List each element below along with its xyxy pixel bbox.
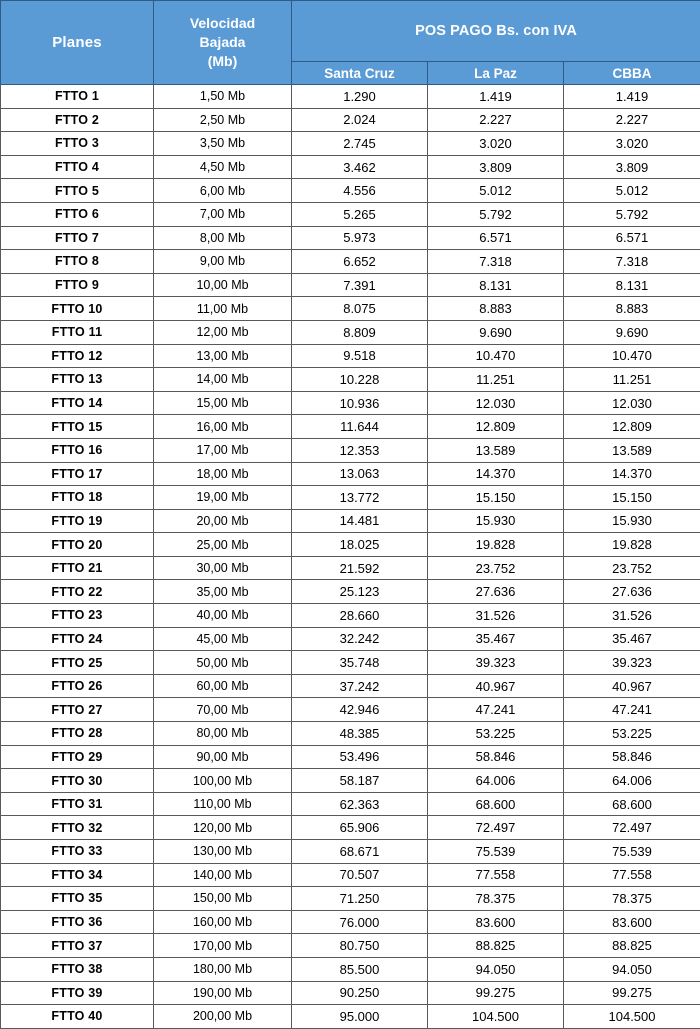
- price-la-paz: 53.225: [428, 722, 564, 746]
- plan-name: FTTO 40: [1, 1005, 154, 1029]
- price-santa-cruz: 10.936: [292, 391, 428, 415]
- table-row: [1, 391, 700, 415]
- price-santa-cruz: 3.462: [292, 155, 428, 179]
- column-header-cbba: CBBA: [564, 62, 700, 85]
- table-row: [1, 1005, 700, 1029]
- table-row: [1, 297, 700, 321]
- table-row: [1, 674, 700, 698]
- price-la-paz: 39.323: [428, 651, 564, 675]
- price-santa-cruz: 6.652: [292, 250, 428, 274]
- price-cbba: 12.030: [564, 391, 700, 415]
- price-la-paz: 15.150: [428, 486, 564, 510]
- table-row: [1, 981, 700, 1005]
- download-speed: 180,00 Mb: [154, 957, 292, 981]
- price-cbba: 1.419: [564, 85, 700, 109]
- table-row: [1, 226, 700, 250]
- download-speed: 14,00 Mb: [154, 368, 292, 392]
- download-speed: 140,00 Mb: [154, 863, 292, 887]
- price-la-paz: 19.828: [428, 533, 564, 557]
- table-row: [1, 934, 700, 958]
- plan-name: FTTO 5: [1, 179, 154, 203]
- download-speed: 50,00 Mb: [154, 651, 292, 675]
- download-speed: 1,50 Mb: [154, 85, 292, 109]
- price-santa-cruz: 8.075: [292, 297, 428, 321]
- plan-name: FTTO 26: [1, 674, 154, 698]
- plan-name: FTTO 18: [1, 486, 154, 510]
- price-cbba: 31.526: [564, 604, 700, 628]
- price-la-paz: 11.251: [428, 368, 564, 392]
- plan-name: FTTO 13: [1, 368, 154, 392]
- price-cbba: 15.930: [564, 509, 700, 533]
- price-cbba: 12.809: [564, 415, 700, 439]
- table-row: [1, 840, 700, 864]
- column-header-group-pos-pago: POS PAGO Bs. con IVA: [292, 1, 700, 62]
- price-santa-cruz: 13.063: [292, 462, 428, 486]
- price-cbba: 15.150: [564, 486, 700, 510]
- download-speed: 150,00 Mb: [154, 887, 292, 911]
- velocidad-line-1: Velocidad: [154, 14, 291, 33]
- table-row: [1, 816, 700, 840]
- table-row: [1, 533, 700, 557]
- download-speed: 170,00 Mb: [154, 934, 292, 958]
- column-header-santa-cruz: Santa Cruz: [292, 62, 428, 85]
- price-la-paz: 77.558: [428, 863, 564, 887]
- download-speed: 9,00 Mb: [154, 250, 292, 274]
- plan-name: FTTO 33: [1, 840, 154, 864]
- download-speed: 130,00 Mb: [154, 840, 292, 864]
- plan-name: FTTO 7: [1, 226, 154, 250]
- table-row: [1, 320, 700, 344]
- price-cbba: 10.470: [564, 344, 700, 368]
- table-row: [1, 486, 700, 510]
- table-row: [1, 132, 700, 156]
- plan-name: FTTO 15: [1, 415, 154, 439]
- price-cbba: 3.020: [564, 132, 700, 156]
- price-la-paz: 47.241: [428, 698, 564, 722]
- price-santa-cruz: 1.290: [292, 85, 428, 109]
- plan-name: FTTO 8: [1, 250, 154, 274]
- plan-name: FTTO 1: [1, 85, 154, 109]
- download-speed: 3,50 Mb: [154, 132, 292, 156]
- price-santa-cruz: 2.024: [292, 108, 428, 132]
- download-speed: 10,00 Mb: [154, 273, 292, 297]
- price-santa-cruz: 9.518: [292, 344, 428, 368]
- plan-name: FTTO 6: [1, 202, 154, 226]
- download-speed: 8,00 Mb: [154, 226, 292, 250]
- plan-name: FTTO 2: [1, 108, 154, 132]
- price-santa-cruz: 90.250: [292, 981, 428, 1005]
- table-row: [1, 462, 700, 486]
- download-speed: 200,00 Mb: [154, 1005, 292, 1029]
- download-speed: 6,00 Mb: [154, 179, 292, 203]
- table-row: [1, 344, 700, 368]
- price-la-paz: 94.050: [428, 957, 564, 981]
- plan-name: FTTO 12: [1, 344, 154, 368]
- price-cbba: 83.600: [564, 910, 700, 934]
- plan-name: FTTO 32: [1, 816, 154, 840]
- price-santa-cruz: 10.228: [292, 368, 428, 392]
- price-la-paz: 5.012: [428, 179, 564, 203]
- table-row: [1, 202, 700, 226]
- download-speed: 17,00 Mb: [154, 438, 292, 462]
- download-speed: 30,00 Mb: [154, 556, 292, 580]
- price-santa-cruz: 12.353: [292, 438, 428, 462]
- table-row: [1, 698, 700, 722]
- price-cbba: 8.883: [564, 297, 700, 321]
- download-speed: 12,00 Mb: [154, 320, 292, 344]
- price-cbba: 11.251: [564, 368, 700, 392]
- download-speed: 19,00 Mb: [154, 486, 292, 510]
- price-la-paz: 15.930: [428, 509, 564, 533]
- price-la-paz: 99.275: [428, 981, 564, 1005]
- price-la-paz: 104.500: [428, 1005, 564, 1029]
- header-row-primary: [1, 1, 700, 62]
- price-santa-cruz: 25.123: [292, 580, 428, 604]
- plan-name: FTTO 17: [1, 462, 154, 486]
- download-speed: 100,00 Mb: [154, 769, 292, 793]
- plan-name: FTTO 27: [1, 698, 154, 722]
- plan-name: FTTO 34: [1, 863, 154, 887]
- price-cbba: 19.828: [564, 533, 700, 557]
- plan-name: FTTO 21: [1, 556, 154, 580]
- price-cbba: 6.571: [564, 226, 700, 250]
- price-santa-cruz: 53.496: [292, 745, 428, 769]
- plan-name: FTTO 10: [1, 297, 154, 321]
- plan-name: FTTO 36: [1, 910, 154, 934]
- price-cbba: 35.467: [564, 627, 700, 651]
- table-row: [1, 273, 700, 297]
- price-cbba: 99.275: [564, 981, 700, 1005]
- table-header: [1, 1, 700, 85]
- table-row: [1, 627, 700, 651]
- plan-name: FTTO 4: [1, 155, 154, 179]
- price-cbba: 94.050: [564, 957, 700, 981]
- price-santa-cruz: 80.750: [292, 934, 428, 958]
- price-la-paz: 8.883: [428, 297, 564, 321]
- table-row: [1, 179, 700, 203]
- price-santa-cruz: 18.025: [292, 533, 428, 557]
- price-cbba: 53.225: [564, 722, 700, 746]
- plan-name: FTTO 30: [1, 769, 154, 793]
- plan-name: FTTO 35: [1, 887, 154, 911]
- price-cbba: 72.497: [564, 816, 700, 840]
- download-speed: 45,00 Mb: [154, 627, 292, 651]
- download-speed: 60,00 Mb: [154, 674, 292, 698]
- price-santa-cruz: 21.592: [292, 556, 428, 580]
- price-la-paz: 58.846: [428, 745, 564, 769]
- price-la-paz: 6.571: [428, 226, 564, 250]
- price-cbba: 27.636: [564, 580, 700, 604]
- table-row: [1, 580, 700, 604]
- download-speed: 18,00 Mb: [154, 462, 292, 486]
- table-body: [1, 85, 700, 1029]
- plan-name: FTTO 37: [1, 934, 154, 958]
- price-santa-cruz: 70.507: [292, 863, 428, 887]
- price-cbba: 3.809: [564, 155, 700, 179]
- download-speed: 20,00 Mb: [154, 509, 292, 533]
- table-row: [1, 792, 700, 816]
- price-santa-cruz: 62.363: [292, 792, 428, 816]
- price-cbba: 64.006: [564, 769, 700, 793]
- price-la-paz: 83.600: [428, 910, 564, 934]
- price-cbba: 78.375: [564, 887, 700, 911]
- price-la-paz: 10.470: [428, 344, 564, 368]
- price-la-paz: 5.792: [428, 202, 564, 226]
- price-la-paz: 64.006: [428, 769, 564, 793]
- table-row: [1, 887, 700, 911]
- price-santa-cruz: 71.250: [292, 887, 428, 911]
- plan-name: FTTO 11: [1, 320, 154, 344]
- download-speed: 4,50 Mb: [154, 155, 292, 179]
- price-cbba: 7.318: [564, 250, 700, 274]
- download-speed: 110,00 Mb: [154, 792, 292, 816]
- download-speed: 80,00 Mb: [154, 722, 292, 746]
- velocidad-line-3: (Mb): [154, 52, 291, 71]
- plan-name: FTTO 9: [1, 273, 154, 297]
- table-row: [1, 509, 700, 533]
- price-la-paz: 3.809: [428, 155, 564, 179]
- download-speed: 2,50 Mb: [154, 108, 292, 132]
- price-la-paz: 23.752: [428, 556, 564, 580]
- download-speed: 90,00 Mb: [154, 745, 292, 769]
- plan-name: FTTO 22: [1, 580, 154, 604]
- price-santa-cruz: 85.500: [292, 957, 428, 981]
- plan-name: FTTO 25: [1, 651, 154, 675]
- plan-name: FTTO 31: [1, 792, 154, 816]
- table-row: [1, 863, 700, 887]
- price-la-paz: 8.131: [428, 273, 564, 297]
- column-header-velocidad-bajada: [154, 1, 292, 85]
- price-cbba: 13.589: [564, 438, 700, 462]
- price-santa-cruz: 58.187: [292, 769, 428, 793]
- table-row: [1, 155, 700, 179]
- price-la-paz: 14.370: [428, 462, 564, 486]
- table-row: [1, 910, 700, 934]
- plan-name: FTTO 14: [1, 391, 154, 415]
- plan-name: FTTO 3: [1, 132, 154, 156]
- price-santa-cruz: 5.265: [292, 202, 428, 226]
- table-row: [1, 438, 700, 462]
- price-cbba: 68.600: [564, 792, 700, 816]
- price-santa-cruz: 5.973: [292, 226, 428, 250]
- price-cbba: 75.539: [564, 840, 700, 864]
- download-speed: 190,00 Mb: [154, 981, 292, 1005]
- price-santa-cruz: 11.644: [292, 415, 428, 439]
- price-santa-cruz: 76.000: [292, 910, 428, 934]
- table-row: [1, 556, 700, 580]
- price-santa-cruz: 95.000: [292, 1005, 428, 1029]
- table-row: [1, 722, 700, 746]
- price-la-paz: 9.690: [428, 320, 564, 344]
- price-santa-cruz: 2.745: [292, 132, 428, 156]
- table-row: [1, 415, 700, 439]
- velocidad-line-2: Bajada: [154, 33, 291, 52]
- price-santa-cruz: 13.772: [292, 486, 428, 510]
- download-speed: 160,00 Mb: [154, 910, 292, 934]
- price-la-paz: 27.636: [428, 580, 564, 604]
- price-la-paz: 2.227: [428, 108, 564, 132]
- price-santa-cruz: 35.748: [292, 651, 428, 675]
- download-speed: 15,00 Mb: [154, 391, 292, 415]
- download-speed: 7,00 Mb: [154, 202, 292, 226]
- price-cbba: 5.012: [564, 179, 700, 203]
- price-cbba: 88.825: [564, 934, 700, 958]
- price-la-paz: 88.825: [428, 934, 564, 958]
- download-speed: 35,00 Mb: [154, 580, 292, 604]
- table-row: [1, 745, 700, 769]
- table-row: [1, 108, 700, 132]
- plan-name: FTTO 19: [1, 509, 154, 533]
- table-row: [1, 769, 700, 793]
- column-header-la-paz: La Paz: [428, 62, 564, 85]
- download-speed: 16,00 Mb: [154, 415, 292, 439]
- price-la-paz: 7.318: [428, 250, 564, 274]
- download-speed: 13,00 Mb: [154, 344, 292, 368]
- download-speed: 25,00 Mb: [154, 533, 292, 557]
- price-cbba: 104.500: [564, 1005, 700, 1029]
- price-la-paz: 12.809: [428, 415, 564, 439]
- price-la-paz: 40.967: [428, 674, 564, 698]
- price-cbba: 23.752: [564, 556, 700, 580]
- price-cbba: 40.967: [564, 674, 700, 698]
- price-santa-cruz: 8.809: [292, 320, 428, 344]
- price-cbba: 9.690: [564, 320, 700, 344]
- table-row: [1, 250, 700, 274]
- table-row: [1, 368, 700, 392]
- download-speed: 120,00 Mb: [154, 816, 292, 840]
- plan-name: FTTO 28: [1, 722, 154, 746]
- price-la-paz: 1.419: [428, 85, 564, 109]
- table-row: [1, 85, 700, 109]
- plan-name: FTTO 23: [1, 604, 154, 628]
- price-la-paz: 72.497: [428, 816, 564, 840]
- price-la-paz: 12.030: [428, 391, 564, 415]
- price-cbba: 14.370: [564, 462, 700, 486]
- price-cbba: 77.558: [564, 863, 700, 887]
- price-la-paz: 3.020: [428, 132, 564, 156]
- price-santa-cruz: 14.481: [292, 509, 428, 533]
- price-la-paz: 68.600: [428, 792, 564, 816]
- column-header-planes: Planes: [1, 1, 154, 85]
- price-cbba: 2.227: [564, 108, 700, 132]
- plan-name: FTTO 29: [1, 745, 154, 769]
- plan-name: FTTO 38: [1, 957, 154, 981]
- table-row: [1, 604, 700, 628]
- price-santa-cruz: 42.946: [292, 698, 428, 722]
- table-row: [1, 957, 700, 981]
- price-la-paz: 13.589: [428, 438, 564, 462]
- price-la-paz: 35.467: [428, 627, 564, 651]
- price-la-paz: 78.375: [428, 887, 564, 911]
- plan-name: FTTO 20: [1, 533, 154, 557]
- download-speed: 40,00 Mb: [154, 604, 292, 628]
- price-santa-cruz: 28.660: [292, 604, 428, 628]
- price-santa-cruz: 65.906: [292, 816, 428, 840]
- price-santa-cruz: 48.385: [292, 722, 428, 746]
- plan-name: FTTO 39: [1, 981, 154, 1005]
- price-santa-cruz: 32.242: [292, 627, 428, 651]
- plan-name: FTTO 24: [1, 627, 154, 651]
- plan-name: FTTO 16: [1, 438, 154, 462]
- price-la-paz: 75.539: [428, 840, 564, 864]
- table-row: [1, 651, 700, 675]
- price-santa-cruz: 7.391: [292, 273, 428, 297]
- price-santa-cruz: 37.242: [292, 674, 428, 698]
- price-cbba: 58.846: [564, 745, 700, 769]
- price-cbba: 39.323: [564, 651, 700, 675]
- price-santa-cruz: 68.671: [292, 840, 428, 864]
- download-speed: 70,00 Mb: [154, 698, 292, 722]
- price-santa-cruz: 4.556: [292, 179, 428, 203]
- price-cbba: 8.131: [564, 273, 700, 297]
- price-cbba: 5.792: [564, 202, 700, 226]
- price-cbba: 47.241: [564, 698, 700, 722]
- price-la-paz: 31.526: [428, 604, 564, 628]
- download-speed: 11,00 Mb: [154, 297, 292, 321]
